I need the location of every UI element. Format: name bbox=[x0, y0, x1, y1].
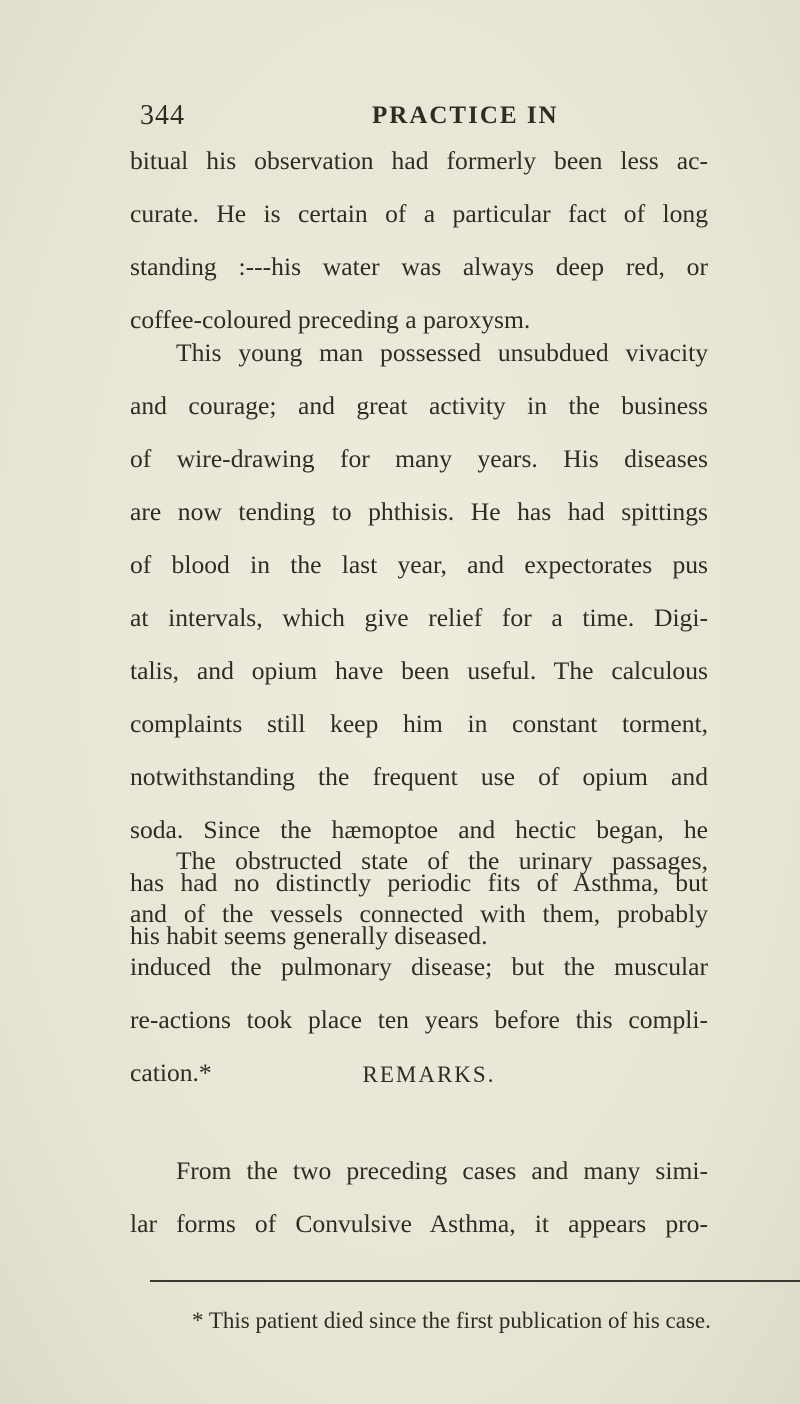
text-line: and courage; and great activity in the business bbox=[130, 391, 708, 420]
text-line: at intervals, which give relief for a time. Digi- bbox=[130, 603, 708, 632]
footnote: * This patient died since the first publication of his case. bbox=[192, 1308, 711, 1333]
paragraph-3 bbox=[130, 834, 708, 1099]
text-line: soda. Since the hæmoptoe and hectic began, he bbox=[130, 815, 708, 844]
text-line: re-actions took place ten years before this compli- bbox=[130, 1005, 708, 1034]
text-line: bitual his observation had formerly been less ac- bbox=[130, 146, 708, 175]
text-line: coffee-coloured preceding a paroxysm. bbox=[130, 305, 531, 334]
running-head: PRACTICE IN bbox=[372, 102, 559, 129]
text-line: lar forms of Convulsive Asthma, it appears pro- bbox=[130, 1209, 708, 1238]
section-heading: REMARKS. bbox=[362, 1062, 496, 1087]
text-line: From the two preceding cases and many simi- bbox=[176, 1156, 708, 1185]
paragraph-4 bbox=[130, 1144, 708, 1250]
text-line: curate. He is certain of a particular fact of long bbox=[130, 199, 708, 228]
text-line: and of the vessels connected with them, probably bbox=[130, 899, 708, 928]
text-line: his habit seems generally diseased. bbox=[130, 921, 488, 950]
page-header bbox=[140, 100, 700, 136]
text-line: standing :---his water was always deep red, or bbox=[130, 252, 708, 281]
text-line: complaints still keep him in constant torment, bbox=[130, 709, 708, 738]
text-line: of wire-drawing for many years. His diseases bbox=[130, 444, 708, 473]
text-line: talis, and opium have been useful. The calculous bbox=[130, 656, 708, 685]
paragraph-1 bbox=[130, 134, 708, 346]
text-line: induced the pulmonary disease; but the muscular bbox=[130, 952, 708, 981]
footnote-rule bbox=[150, 1280, 800, 1282]
text-line: This young man possessed unsubdued vivacity bbox=[176, 338, 708, 367]
text-line: are now tending to phthisis. He has had spittings bbox=[130, 497, 708, 526]
text-line: has had no distinctly periodic fits of Asthma, but bbox=[130, 868, 708, 897]
text-line: The obstructed state of the urinary passages, bbox=[176, 846, 708, 875]
text-line: cation.* bbox=[130, 1058, 212, 1087]
text-line: notwithstanding the frequent use of opium and bbox=[130, 762, 708, 791]
text-line: of blood in the last year, and expectorates pus bbox=[130, 550, 708, 579]
page-number: 344 bbox=[140, 100, 185, 131]
